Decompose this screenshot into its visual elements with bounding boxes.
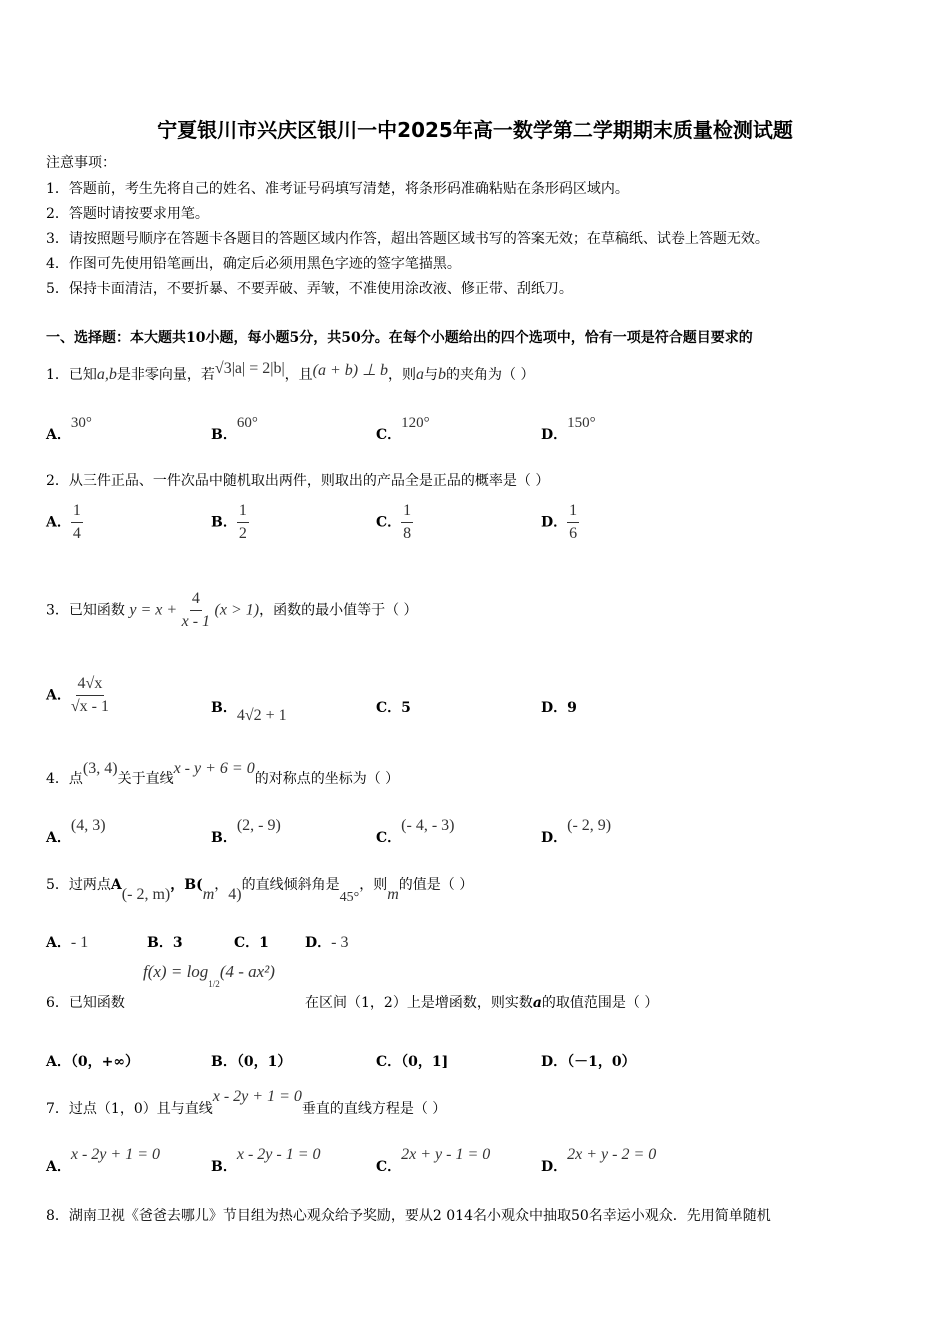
option-value: （－1，0） xyxy=(567,1054,636,1070)
question-7 xyxy=(46,1088,447,1118)
q6-option-d[interactable] xyxy=(541,1051,636,1071)
option-label: C． xyxy=(376,830,402,846)
q6-option-b[interactable] xyxy=(211,1051,291,1071)
q1-option-a[interactable] xyxy=(46,412,92,443)
option-label: A． xyxy=(46,1054,71,1070)
q5-math: 45° xyxy=(339,890,360,905)
q1-math: (a + b) ⊥ b xyxy=(312,362,389,379)
q6-var: a xyxy=(532,995,542,1011)
denominator: √x - 1 xyxy=(70,698,109,715)
q5-text: 的值是（ ） xyxy=(398,877,474,893)
notice-item: 5．保持卡面清洁，不要折暴、不要弄破、弄皱，不准使用涂改液、修正带、刮纸刀。 xyxy=(46,281,573,297)
question-5 xyxy=(46,874,474,905)
question-6-label: 6．已知函数 xyxy=(46,995,125,1011)
option-label: D． xyxy=(541,1159,568,1175)
q4-text: 的对称点的坐标为（ ） xyxy=(254,771,400,787)
option-value: 150° xyxy=(567,415,596,431)
option-label: C． xyxy=(234,935,260,951)
q5-text: ， xyxy=(214,877,229,893)
q4-option-c[interactable] xyxy=(376,815,455,846)
numerator: 4√x xyxy=(76,675,105,696)
q1-math: a,b xyxy=(96,366,117,383)
option-value: 120° xyxy=(401,415,430,431)
q6-formula xyxy=(143,962,275,989)
option-value: 2x + y - 1 = 0 xyxy=(401,1146,491,1163)
option-value: (- 4, - 3) xyxy=(401,817,455,834)
q5-text: ，则 xyxy=(359,877,388,893)
q7-text: 7．过点（1，0）且与直线 xyxy=(46,1101,213,1117)
option-label: A． xyxy=(46,935,71,951)
q5-option-a[interactable] xyxy=(46,932,88,952)
denominator: 4 xyxy=(72,525,81,542)
q4-option-a[interactable] xyxy=(46,815,106,846)
q6-option-a[interactable] xyxy=(46,1051,139,1071)
option-value: (4, 3) xyxy=(70,817,106,834)
q5-option-b[interactable] xyxy=(147,932,183,952)
q6-text: 的取值范围是（ ） xyxy=(541,995,659,1011)
q4-math: x - y + 6 = 0 xyxy=(173,760,255,777)
option-label: A． xyxy=(46,514,71,531)
numerator: 1 xyxy=(567,502,579,523)
option-value: 30° xyxy=(70,415,92,431)
q7-option-b[interactable] xyxy=(211,1144,321,1175)
fraction xyxy=(71,675,109,716)
option-value: 2x + y - 2 = 0 xyxy=(567,1146,657,1163)
q3-option-d[interactable] xyxy=(541,697,577,717)
option-label: C． xyxy=(376,427,402,443)
fraction xyxy=(401,502,413,543)
q3-option-c[interactable] xyxy=(376,697,411,717)
q5-math: 4) xyxy=(228,886,242,903)
q2-option-b[interactable] xyxy=(211,502,249,543)
option-label: D． xyxy=(541,1054,568,1070)
option-label: A． xyxy=(46,427,71,443)
option-value: x - 2y - 1 = 0 xyxy=(236,1146,321,1163)
q4-text: 4．点 xyxy=(46,771,83,787)
q4-option-d[interactable] xyxy=(541,815,612,846)
section-heading: 一、选择题：本大题共10小题，每小题5分，共50分。在每个小题给出的四个选项中，恰有一项是符合题目要求的 xyxy=(46,330,753,346)
option-label: B． xyxy=(211,514,237,531)
fraction xyxy=(237,502,249,543)
page-title: 宁夏银川市兴庆区银川一中2025年高一数学第二学期期末质量检测试题 xyxy=(157,118,793,142)
option-label: B． xyxy=(211,830,237,846)
q1-text: 与 xyxy=(424,367,439,383)
q5-math: m xyxy=(202,886,215,903)
q6-math: (4 - ax²) xyxy=(219,962,275,981)
option-value: （0，1] xyxy=(401,1054,449,1070)
q4-option-b[interactable] xyxy=(211,815,281,846)
notice-item: 4．作图可先使用铅笔画出，确定后必须用黑色字迹的签字笔描黑。 xyxy=(46,256,461,272)
option-label: C． xyxy=(376,514,402,531)
q1-math: a xyxy=(416,366,425,383)
q1-text: 是非零向量，若 xyxy=(116,367,215,383)
option-label: D． xyxy=(541,514,568,531)
q1-option-b[interactable] xyxy=(211,412,258,443)
option-value: 60° xyxy=(236,415,258,431)
q6-log-base: 1/2 xyxy=(208,979,220,989)
fraction xyxy=(71,502,83,543)
q5-point-label: A xyxy=(110,877,122,893)
option-label: D． xyxy=(541,427,568,443)
numerator: 1 xyxy=(71,502,83,523)
q7-option-c[interactable] xyxy=(376,1144,491,1175)
q5-option-c[interactable] xyxy=(234,932,269,952)
option-value: - 1 xyxy=(70,934,89,951)
option-label: A． xyxy=(46,830,71,846)
option-label: D． xyxy=(541,830,568,846)
option-label: A． xyxy=(46,1159,71,1175)
question-4 xyxy=(46,760,400,788)
q1-text: 的夹角为（ ） xyxy=(446,367,535,383)
option-value: x - 2y + 1 = 0 xyxy=(70,1146,160,1163)
q7-option-a[interactable] xyxy=(46,1144,160,1175)
question-6 xyxy=(305,992,658,1012)
q7-math: x - 2y + 1 = 0 xyxy=(212,1088,302,1105)
option-value: - 3 xyxy=(331,934,349,951)
option-value: (2, - 9) xyxy=(236,817,281,834)
fraction xyxy=(567,502,579,543)
option-value: 4√2 + 1 xyxy=(236,707,287,724)
q5-option-d[interactable] xyxy=(305,932,348,952)
fraction xyxy=(182,590,210,631)
option-value: （0，+∞） xyxy=(70,1054,140,1070)
denominator: 6 xyxy=(569,525,578,542)
q6-option-c[interactable] xyxy=(376,1051,448,1071)
q5-text: 5．过两点 xyxy=(46,877,111,893)
option-label: A． xyxy=(46,687,71,704)
option-label: C． xyxy=(376,1159,402,1175)
denominator: 8 xyxy=(403,525,412,542)
q1-option-c[interactable] xyxy=(376,412,430,443)
q1-text: ，且 xyxy=(284,367,313,383)
q3-option-a[interactable] xyxy=(46,675,109,716)
q1-math: √3|a| = 2|b| xyxy=(214,360,285,377)
option-value: (- 2, 9) xyxy=(567,817,612,834)
q2-option-c[interactable] xyxy=(376,502,413,543)
option-value: 3 xyxy=(172,935,183,951)
q5-math: m xyxy=(387,886,399,903)
q3-math: y = x + xyxy=(129,601,178,619)
q3-text: 3．已知函数 xyxy=(46,602,125,619)
notice-item: 2．答题时请按要求用笔。 xyxy=(46,206,209,222)
notice-heading: 注意事项： xyxy=(46,155,116,171)
q4-math: (3, 4) xyxy=(82,760,118,777)
q7-text: 垂直的直线方程是（ ） xyxy=(301,1101,447,1117)
option-label: C． xyxy=(376,700,402,716)
option-label: B． xyxy=(211,1159,237,1175)
denominator: 2 xyxy=(238,525,247,542)
question-1 xyxy=(46,360,535,384)
q3-option-b[interactable] xyxy=(211,697,287,724)
denominator: x - 1 xyxy=(181,613,211,630)
option-value: 9 xyxy=(567,700,577,716)
option-label: C． xyxy=(376,1054,402,1070)
q2-option-a[interactable] xyxy=(46,502,83,543)
q6-text: 在区间（1，2）上是增函数，则实数 xyxy=(305,995,533,1011)
numerator: 1 xyxy=(237,502,249,523)
q1-text: ，则 xyxy=(388,367,417,383)
numerator: 4 xyxy=(190,590,202,611)
question-2: 2．从三件正品、一件次品中随机取出两件，则取出的产品全是正品的概率是（ ） xyxy=(46,473,550,489)
notice-item: 3．请按照题号顺序在答题卡各题目的答题区域内作答，超出答题区域书写的答案无效；在草稿纸、试卷上答题无效。 xyxy=(46,231,769,247)
q3-text: ，函数的最小值等于（ ） xyxy=(259,602,418,619)
option-label: B． xyxy=(211,427,237,443)
option-label: B． xyxy=(147,935,173,951)
notice-item: 1．答题前，考生先将自己的姓名、准考证号码填写清楚，将条形码准确粘贴在条形码区域内。 xyxy=(46,181,629,197)
option-value: 1 xyxy=(259,935,269,951)
option-label: D． xyxy=(305,935,332,951)
q5-text: 的直线倾斜角是 xyxy=(241,877,340,893)
option-value: （0，1） xyxy=(236,1054,292,1070)
option-label: D． xyxy=(541,700,568,716)
q5-math: (- 2, m) xyxy=(121,886,171,903)
option-label: B． xyxy=(211,700,237,716)
question-8: 8．湖南卫视《爸爸去哪儿》节目组为热心观众给予奖励，要从2 014名小观众中抽取50名幸运小观众．先用简单随机 xyxy=(46,1208,771,1224)
q1-math: b xyxy=(438,366,447,383)
question-3 xyxy=(46,590,418,631)
numerator: 1 xyxy=(401,502,413,523)
q1-option-d[interactable] xyxy=(541,412,596,443)
q1-text: 1．已知 xyxy=(46,367,97,383)
q5-text: ，B( xyxy=(170,877,203,893)
q2-option-d[interactable] xyxy=(541,502,579,543)
q6-math: f(x) = log xyxy=(143,962,209,981)
option-value: 5 xyxy=(401,700,411,716)
q3-math: (x > 1) xyxy=(214,601,260,619)
q7-option-d[interactable] xyxy=(541,1144,657,1175)
q4-text: 关于直线 xyxy=(117,771,174,787)
option-label: B． xyxy=(211,1054,237,1070)
